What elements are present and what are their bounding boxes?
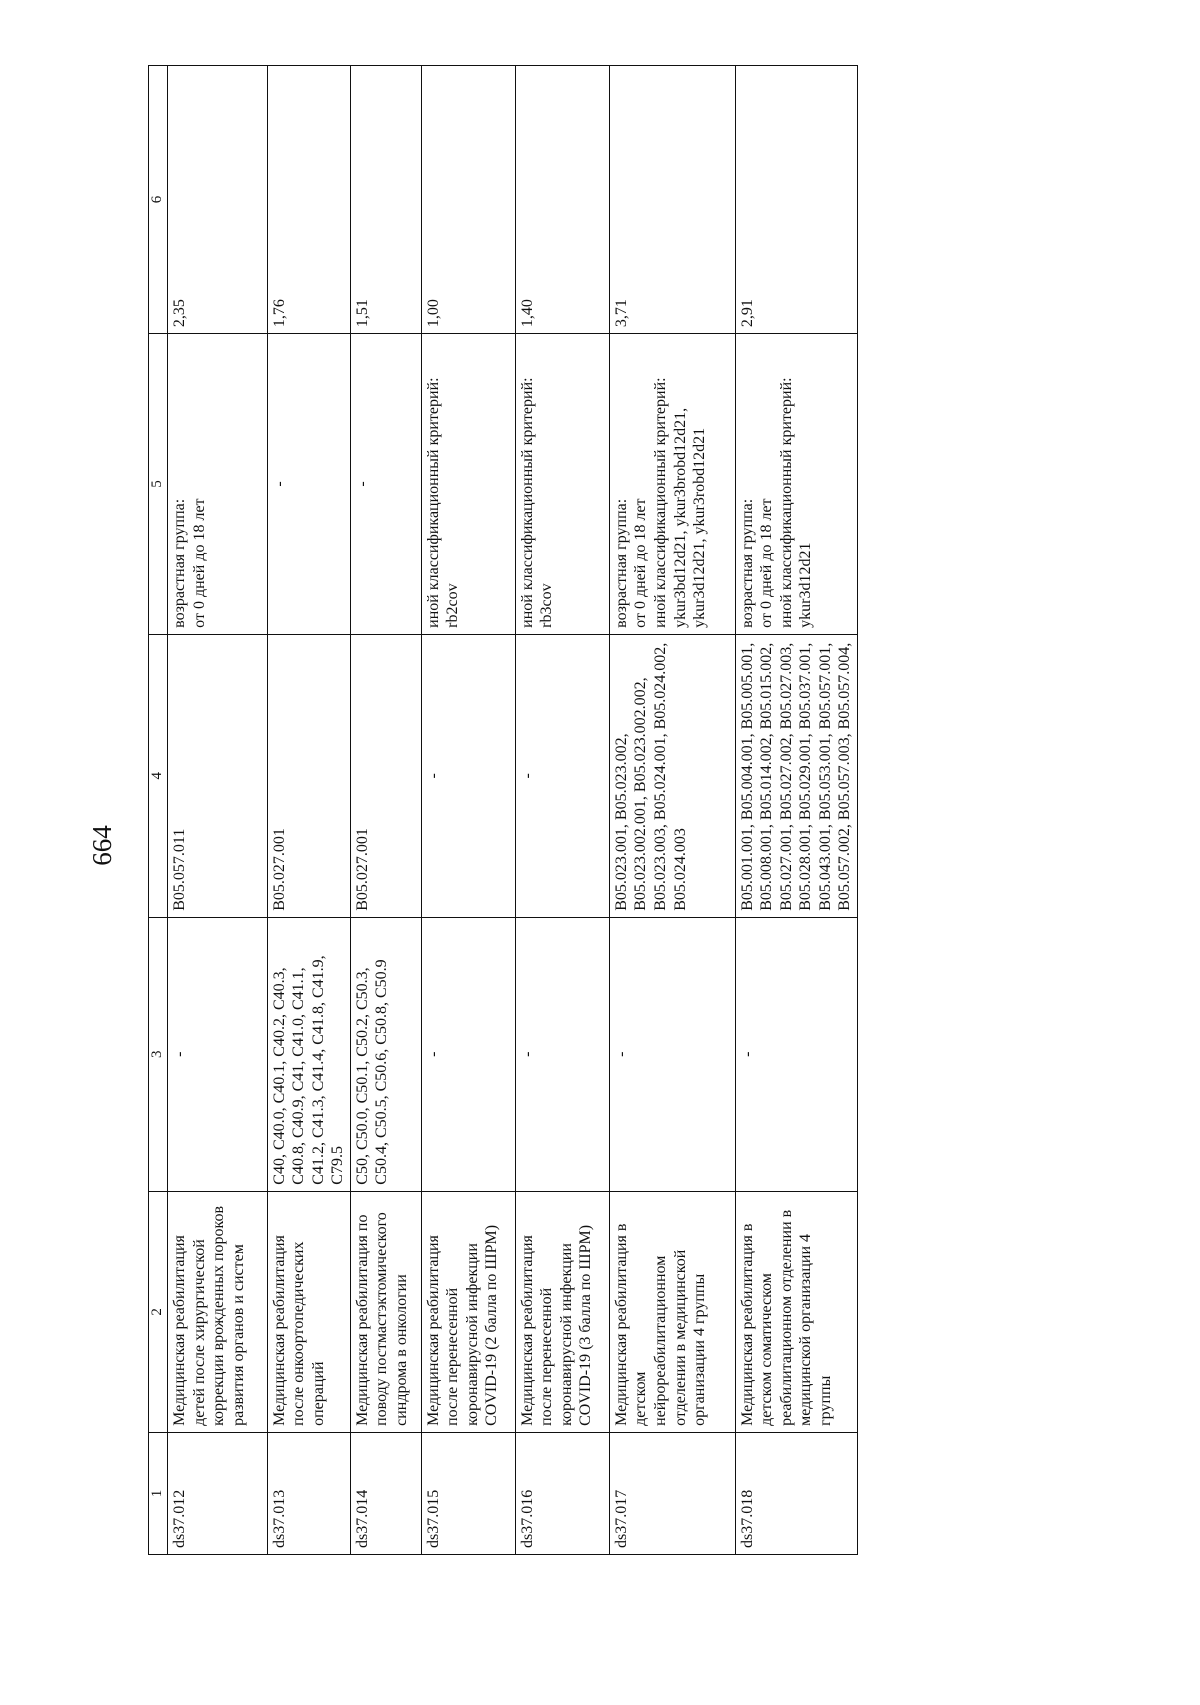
code-cell: ds37.018: [735, 1432, 857, 1554]
table-row: [609, 66, 735, 1555]
services-cell: B05.001.001, B05.004.001, B05.005.001, B05.008.001, B05.014.002, B05.015.002, B05.027.001, B05.027.002, B05.027.003, B05.028.001, B05.029.001, B05.037.001, B05.043.001, B05.053.001, B05.057.001, B05.057.002, B05.057.003, B05.057.004,: [735, 634, 857, 917]
icd-cell: -: [609, 917, 735, 1191]
criteria-cell: возрастная группа: от 0 дней до 18 лет иной классификационный критерий: ykur3bd12d21, ykur3brobd12d21, ykur3d12d21, ykur3robd12d21: [609, 334, 735, 635]
name-cell: Медицинская реабилитация в детском соматическом реабилитационном отделении в медицинской организации 4 группы: [735, 1191, 857, 1432]
code-cell: ds37.016: [515, 1432, 609, 1554]
page-number: 664: [86, 825, 117, 866]
icd-cell: C50, C50.0, C50.1, C50.2, C50.3, C50.4, C50.5, C50.6, C50.8, C50.9: [350, 917, 421, 1191]
services-cell: B05.023.001, B05.023.002, B05.023.002.001, B05.023.002.002, B05.023.003, B05.024.001, B05.024.002, B05.024.003: [609, 634, 735, 917]
criteria-cell: -: [350, 334, 421, 635]
table-row: [735, 66, 857, 1555]
code-cell: ds37.014: [350, 1432, 421, 1554]
name-cell: Медицинская реабилитация после перенесенной коронавирусной инфекции COVID-19 (2 балла по ШРМ): [421, 1191, 515, 1432]
table-row: [515, 66, 609, 1555]
name-cell: Медицинская реабилитация детей после хирургической коррекции врожденных пороков развития органов и систем: [168, 1191, 268, 1432]
coef-cell: 1,00: [421, 66, 515, 334]
coef-cell: 1,51: [350, 66, 421, 334]
code-cell: ds37.013: [267, 1432, 350, 1554]
services-cell: -: [421, 634, 515, 917]
services-cell: B05.027.001: [350, 634, 421, 917]
icd-cell: -: [735, 917, 857, 1191]
icd-cell: C40, C40.0, C40.1, C40.2, C40.3, C40.8, C40.9, C41, C41.0, C41.1, C41.2, C41.3, C41.4, C41.8, C41.9, C79.5: [267, 917, 350, 1191]
name-cell: Медицинская реабилитация после перенесенной коронавирусной инфекции COVID-19 (3 балла по ШРМ): [515, 1191, 609, 1432]
table-row: [421, 66, 515, 1555]
code-cell: ds37.015: [421, 1432, 515, 1554]
table-row: [168, 66, 268, 1555]
criteria-cell: иной классификационный критерий: rb3cov: [515, 334, 609, 635]
column-header: 3: [149, 917, 168, 1191]
code-cell: ds37.017: [609, 1432, 735, 1554]
icd-cell: -: [421, 917, 515, 1191]
coef-cell: 3,71: [609, 66, 735, 334]
coef-cell: 2,91: [735, 66, 857, 334]
code-cell: ds37.012: [168, 1432, 268, 1554]
column-header: 2: [149, 1191, 168, 1432]
table-row: [350, 66, 421, 1555]
name-cell: Медицинская реабилитация после онкоортопедических операций: [267, 1191, 350, 1432]
icd-cell: -: [515, 917, 609, 1191]
column-header: 4: [149, 634, 168, 917]
criteria-cell: возрастная группа: от 0 дней до 18 лет иной классификационный критерий: ykur3d12d21: [735, 334, 857, 635]
name-cell: Медицинская реабилитация в детском нейрореабилитационном отделении в медицинской организации 4 группы: [609, 1191, 735, 1432]
rotated-table-container: [148, 65, 858, 1555]
coef-cell: 2,35: [168, 66, 268, 334]
column-header: 5: [149, 334, 168, 635]
icd-cell: -: [168, 917, 268, 1191]
tariff-table: [148, 65, 858, 1555]
name-cell: Медицинская реабилитация по поводу постмастэктомического синдрома в онкологии: [350, 1191, 421, 1432]
table-row: [267, 66, 350, 1555]
coef-cell: 1,40: [515, 66, 609, 334]
coef-cell: 1,76: [267, 66, 350, 334]
criteria-cell: возрастная группа: от 0 дней до 18 лет: [168, 334, 268, 635]
criteria-cell: -: [267, 334, 350, 635]
criteria-cell: иной классификационный критерий: rb2cov: [421, 334, 515, 635]
column-header: 1: [149, 1432, 168, 1554]
services-cell: B05.057.011: [168, 634, 268, 917]
services-cell: -: [515, 634, 609, 917]
column-header: 6: [149, 66, 168, 334]
services-cell: B05.027.001: [267, 634, 350, 917]
header-row: [149, 66, 168, 1555]
